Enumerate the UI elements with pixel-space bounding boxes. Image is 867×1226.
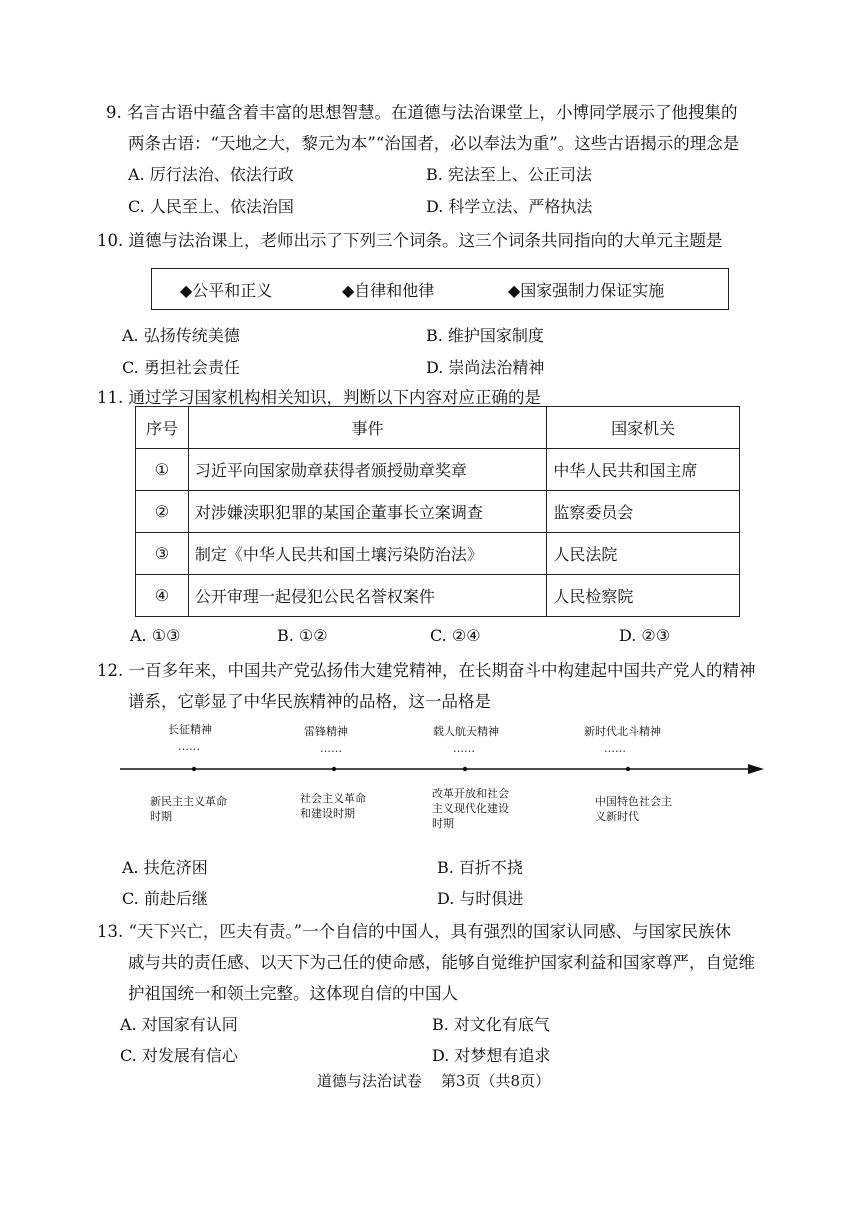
- period-3-line3: 时期: [432, 817, 454, 830]
- row-index: ②: [136, 491, 189, 533]
- row-event: 公开审理一起侵犯公民名誉权案件: [188, 575, 546, 617]
- timeline-spirit-4: 新时代北斗精神: [584, 725, 661, 738]
- q9-stem-line2: 两条古语：“天地之大，黎元为本”“治国者，必以奉法为重”。这些古语揭示的理念是: [128, 134, 740, 153]
- period-2-line2: 和建设时期: [300, 807, 355, 820]
- q10-word-1: ◆公平和正义: [180, 281, 273, 300]
- row-organ: 中华人民共和国主席: [547, 449, 740, 491]
- row-organ: 人民法院: [547, 533, 740, 575]
- q11-option-a: A. ①③: [130, 626, 181, 645]
- timeline-period-3: [432, 786, 509, 831]
- q12-stem-line1: 12. 一百多年来，中国共产党弘扬伟大建党精神，在长期奋斗中构建起中国共产党人的精神: [97, 661, 756, 680]
- timeline-period-2: [300, 791, 366, 821]
- q12-option-d: D. 与时俱进: [437, 889, 524, 908]
- q11-option-b: B. ①②: [277, 626, 328, 645]
- row-event: 对涉嫌渎职犯罪的某国企董事长立案调查: [188, 491, 546, 533]
- period-2-line1: 社会主义革命: [300, 792, 366, 805]
- row-organ: 人民检察院: [547, 575, 740, 617]
- q9-stem-line1: 9. 名言古语中蕴含着丰富的思想智慧。在道德与法治课堂上，小博同学展示了他搜集的: [106, 103, 738, 122]
- row-event: 习近平向国家勋章获得者颁授勋章奖章: [188, 449, 546, 491]
- q12-option-a: A. 扶危济困: [122, 858, 208, 877]
- q13-stem-line2: 戚与共的责任感、以天下为己任的使命感，能够自觉维护国家利益和国家尊严，自觉维: [128, 953, 755, 972]
- q13-option-b: B. 对文化有底气: [432, 1015, 550, 1034]
- period-3-line2: 主义现代化建设: [432, 802, 509, 815]
- period-4-line2: 义新时代: [595, 810, 639, 823]
- row-event: 制定《中华人民共和国土壤污染防治法》: [188, 533, 546, 575]
- q12-stem-line2: 谱系，它彰显了中华民族精神的品格，这一品格是: [128, 692, 491, 711]
- timeline-spirit-2: 雷锋精神: [304, 725, 348, 738]
- period-1-line1: 新民主主义革命: [150, 795, 227, 808]
- timeline-spirit-3: 载人航天精神: [433, 725, 499, 738]
- timeline-dots-1: ……: [178, 740, 200, 753]
- row-index: ①: [136, 449, 189, 491]
- row-index: ④: [136, 575, 189, 617]
- q10-stem-line1: 10. 道德与法治课上，老师出示了下列三个词条。这三个词条共同指向的大单元主题是: [97, 231, 723, 250]
- timeline-dots-4: ……: [604, 742, 626, 755]
- period-3-line1: 改革开放和社会: [432, 787, 509, 800]
- row-index: ③: [136, 533, 189, 575]
- q10-word-2: ◆自律和他律: [342, 281, 435, 300]
- q10-option-b: B. 维护国家制度: [426, 326, 544, 345]
- header-index: 序号: [136, 407, 189, 449]
- q13-stem-line1: 13. “天下兴亡，匹夫有责。”一个自信的中国人，具有强烈的国家认同感、与国家民族休: [97, 922, 732, 941]
- q10-option-a: A. 弘扬传统美德: [122, 326, 240, 345]
- q13-option-d: D. 对梦想有追求: [432, 1046, 551, 1065]
- q9-option-b: B. 宪法至上、公正司法: [426, 165, 592, 184]
- q10-option-d: D. 崇尚法治精神: [426, 358, 545, 377]
- q11-stem-line1: 11. 通过学习国家机构相关知识，判断以下内容对应正确的是: [97, 388, 541, 407]
- q11-option-d: D. ②③: [619, 626, 671, 645]
- period-4-line1: 中国特色社会主: [595, 795, 672, 808]
- timeline-period-1: [150, 794, 227, 824]
- q9-option-d: D. 科学立法、严格执法: [426, 197, 593, 216]
- timeline-spirit-1: 长征精神: [168, 723, 212, 736]
- q13-option-a: A. 对国家有认同: [120, 1015, 238, 1034]
- period-1-line2: 时期: [150, 810, 172, 823]
- page-footer: 道德与法治试卷 第3页（共8页）: [316, 1072, 551, 1090]
- q13-option-c: C. 对发展有信心: [120, 1046, 238, 1065]
- q9-option-a: A. 厉行法治、依法行政: [128, 165, 294, 184]
- timeline-dots-2: ……: [320, 742, 342, 755]
- q10-word-3: ◆国家强制力保证实施: [508, 281, 665, 300]
- q9-option-c: C. 人民至上、依法治国: [128, 197, 294, 216]
- q12-option-b: B. 百折不挠: [437, 858, 523, 877]
- header-event: 事件: [188, 407, 546, 449]
- row-organ: 监察委员会: [547, 491, 740, 533]
- timeline-period-4: [595, 794, 672, 824]
- q11-option-c: C. ②④: [430, 626, 481, 645]
- header-organ: 国家机关: [547, 407, 740, 449]
- q10-option-c: C. 勇担社会责任: [122, 358, 240, 377]
- q12-option-c: C. 前赴后继: [122, 889, 208, 908]
- q13-stem-line3: 护祖国统一和领土完整。这体现自信的中国人: [128, 984, 458, 1003]
- timeline-dots-3: ……: [453, 742, 475, 755]
